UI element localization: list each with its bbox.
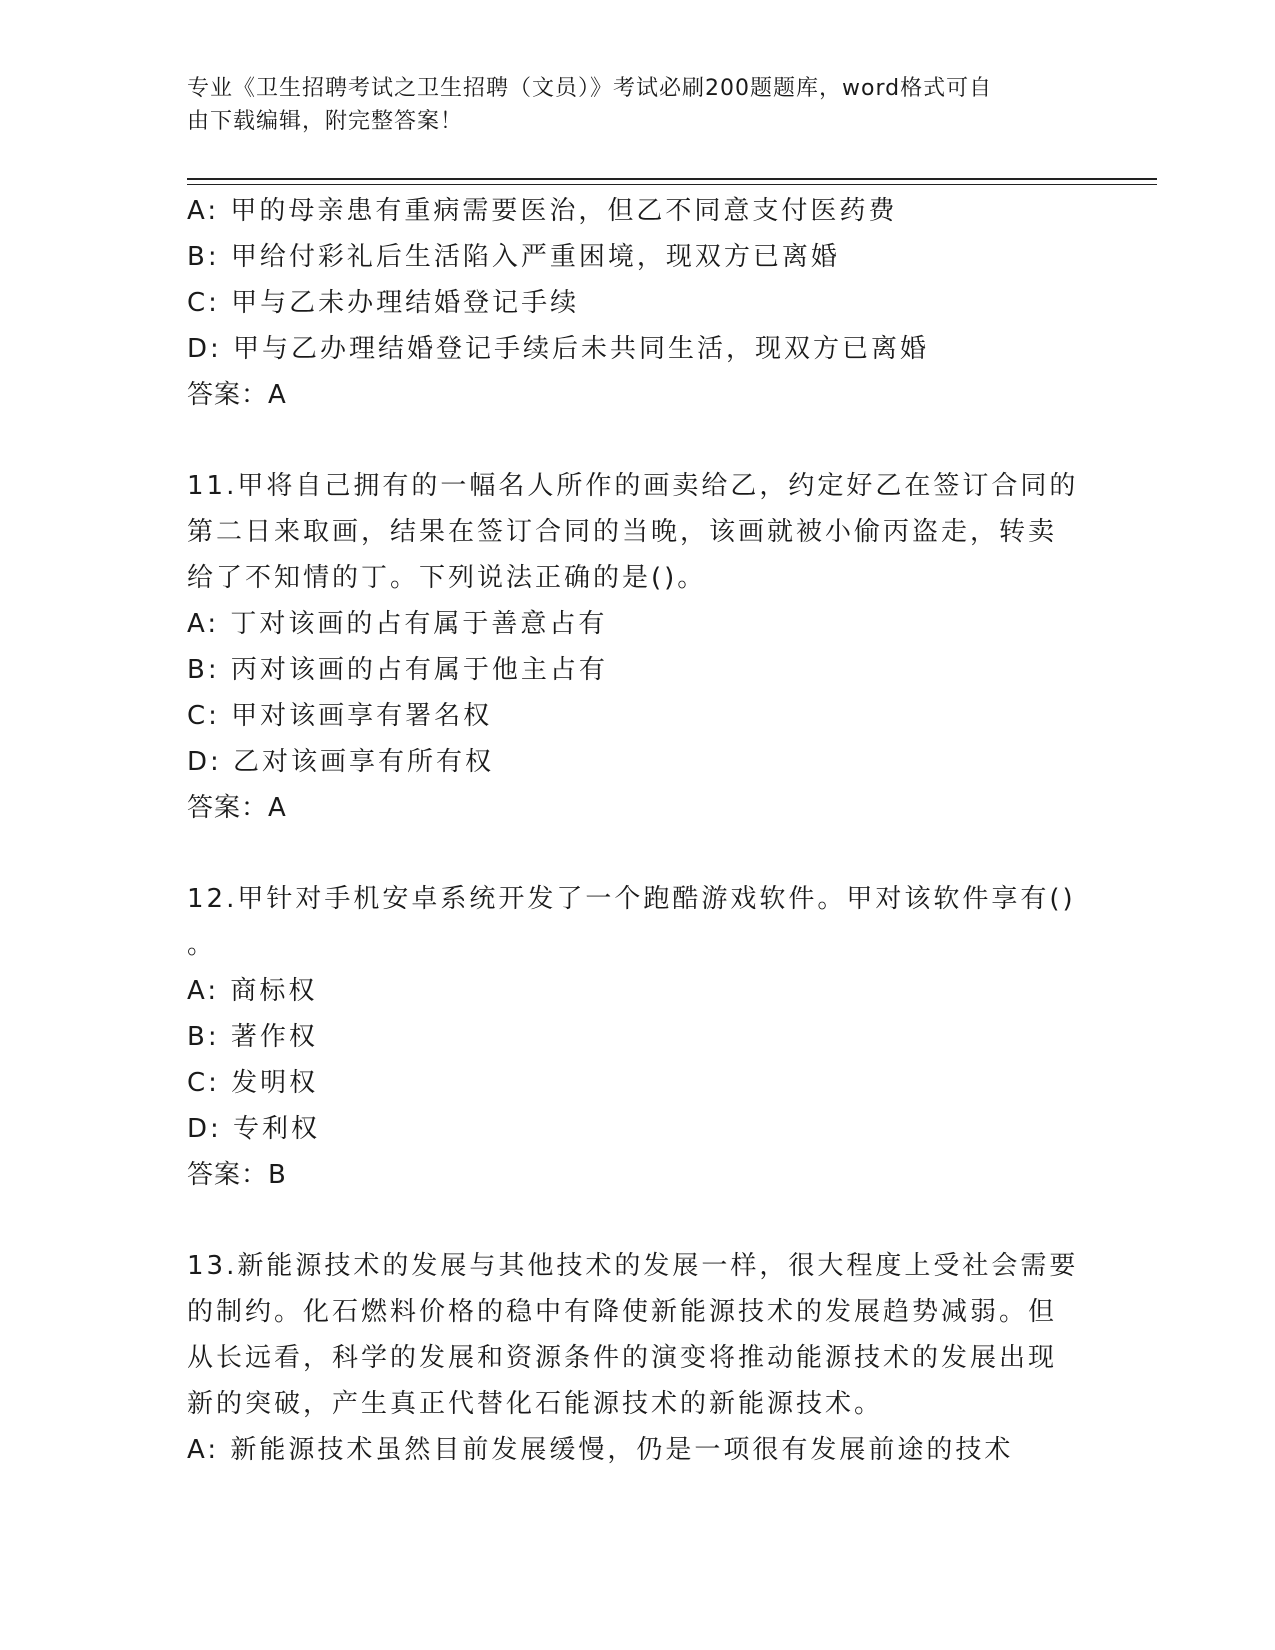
q12-answer: 答案：B [187,1160,287,1190]
q11-stem-line-3: 给了不知情的丁。下列说法正确的是()。 [187,563,707,593]
q13-stem-line-4: 新的突破，产生真正代替化石能源技术的新能源技术。 [187,1389,884,1419]
question-11 [187,463,1087,831]
q13-stem-line-2: 的制约。化石燃料价格的稳中有降使新能源技术的发展趋势减弱。但 [187,1297,1058,1327]
header-divider-thin [187,184,1157,185]
q12-option-d: D: 专利权 [187,1114,321,1144]
question-list [187,188,1087,1473]
q11-stem-line-2: 第二日来取画，结果在签订合同的当晚，该画就被小偷丙盗走，转卖 [187,517,1058,547]
question-13 [187,1243,1087,1473]
q13-option-a: A: 新能源技术虽然目前发展缓慢，仍是一项很有发展前途的技术 [187,1435,1014,1465]
q12-option-c: C: 发明权 [187,1068,319,1098]
q12-stem-line-2: 。 [187,930,217,960]
q10-answer: 答案：A [187,380,287,410]
q12-option-b: B: 著作权 [187,1022,318,1052]
document-header [187,72,1067,138]
spacer [187,1198,1087,1243]
header-line-1: 专业《卫生招聘考试之卫生招聘（文员）》考试必刷200题题库，word格式可自 [187,76,993,101]
question-10-tail [187,188,1087,418]
q12-stem-line-1: 12.甲针对手机安卓系统开发了一个跑酷游戏软件。甲对该软件享有() [187,884,1076,914]
q10-option-a: A: 甲的母亲患有重病需要医治，但乙不同意支付医药费 [187,196,898,226]
spacer [187,418,1087,463]
spacer [187,831,1087,876]
q10-option-d: D: 甲与乙办理结婚登记手续后未共同生活，现双方已离婚 [187,334,930,364]
q11-option-a: A: 丁对该画的占有属于善意占有 [187,609,608,639]
q11-option-d: D: 乙对该画享有所有权 [187,747,495,777]
q12-option-a: A: 商标权 [187,976,318,1006]
q11-answer: 答案：A [187,793,287,823]
q11-option-b: B: 丙对该画的占有属于他主占有 [187,655,608,685]
q10-option-c: C: 甲与乙未办理结婚登记手续 [187,288,580,318]
q13-stem-line-1: 13.新能源技术的发展与其他技术的发展一样，很大程度上受社会需要 [187,1251,1079,1281]
q11-option-c: C: 甲对该画享有署名权 [187,701,493,731]
q13-stem-line-3: 从长远看，科学的发展和资源条件的演变将推动能源技术的发展出现 [187,1343,1058,1373]
q11-stem-line-1: 11.甲将自己拥有的一幅名人所作的画卖给乙，约定好乙在签订合同的 [187,471,1079,501]
question-12 [187,876,1087,1198]
header-line-2: 由下载编辑，附完整答案！ [187,109,464,134]
q10-option-b: B: 甲给付彩礼后生活陷入严重困境，现双方已离婚 [187,242,840,272]
header-divider-thick [187,178,1157,180]
